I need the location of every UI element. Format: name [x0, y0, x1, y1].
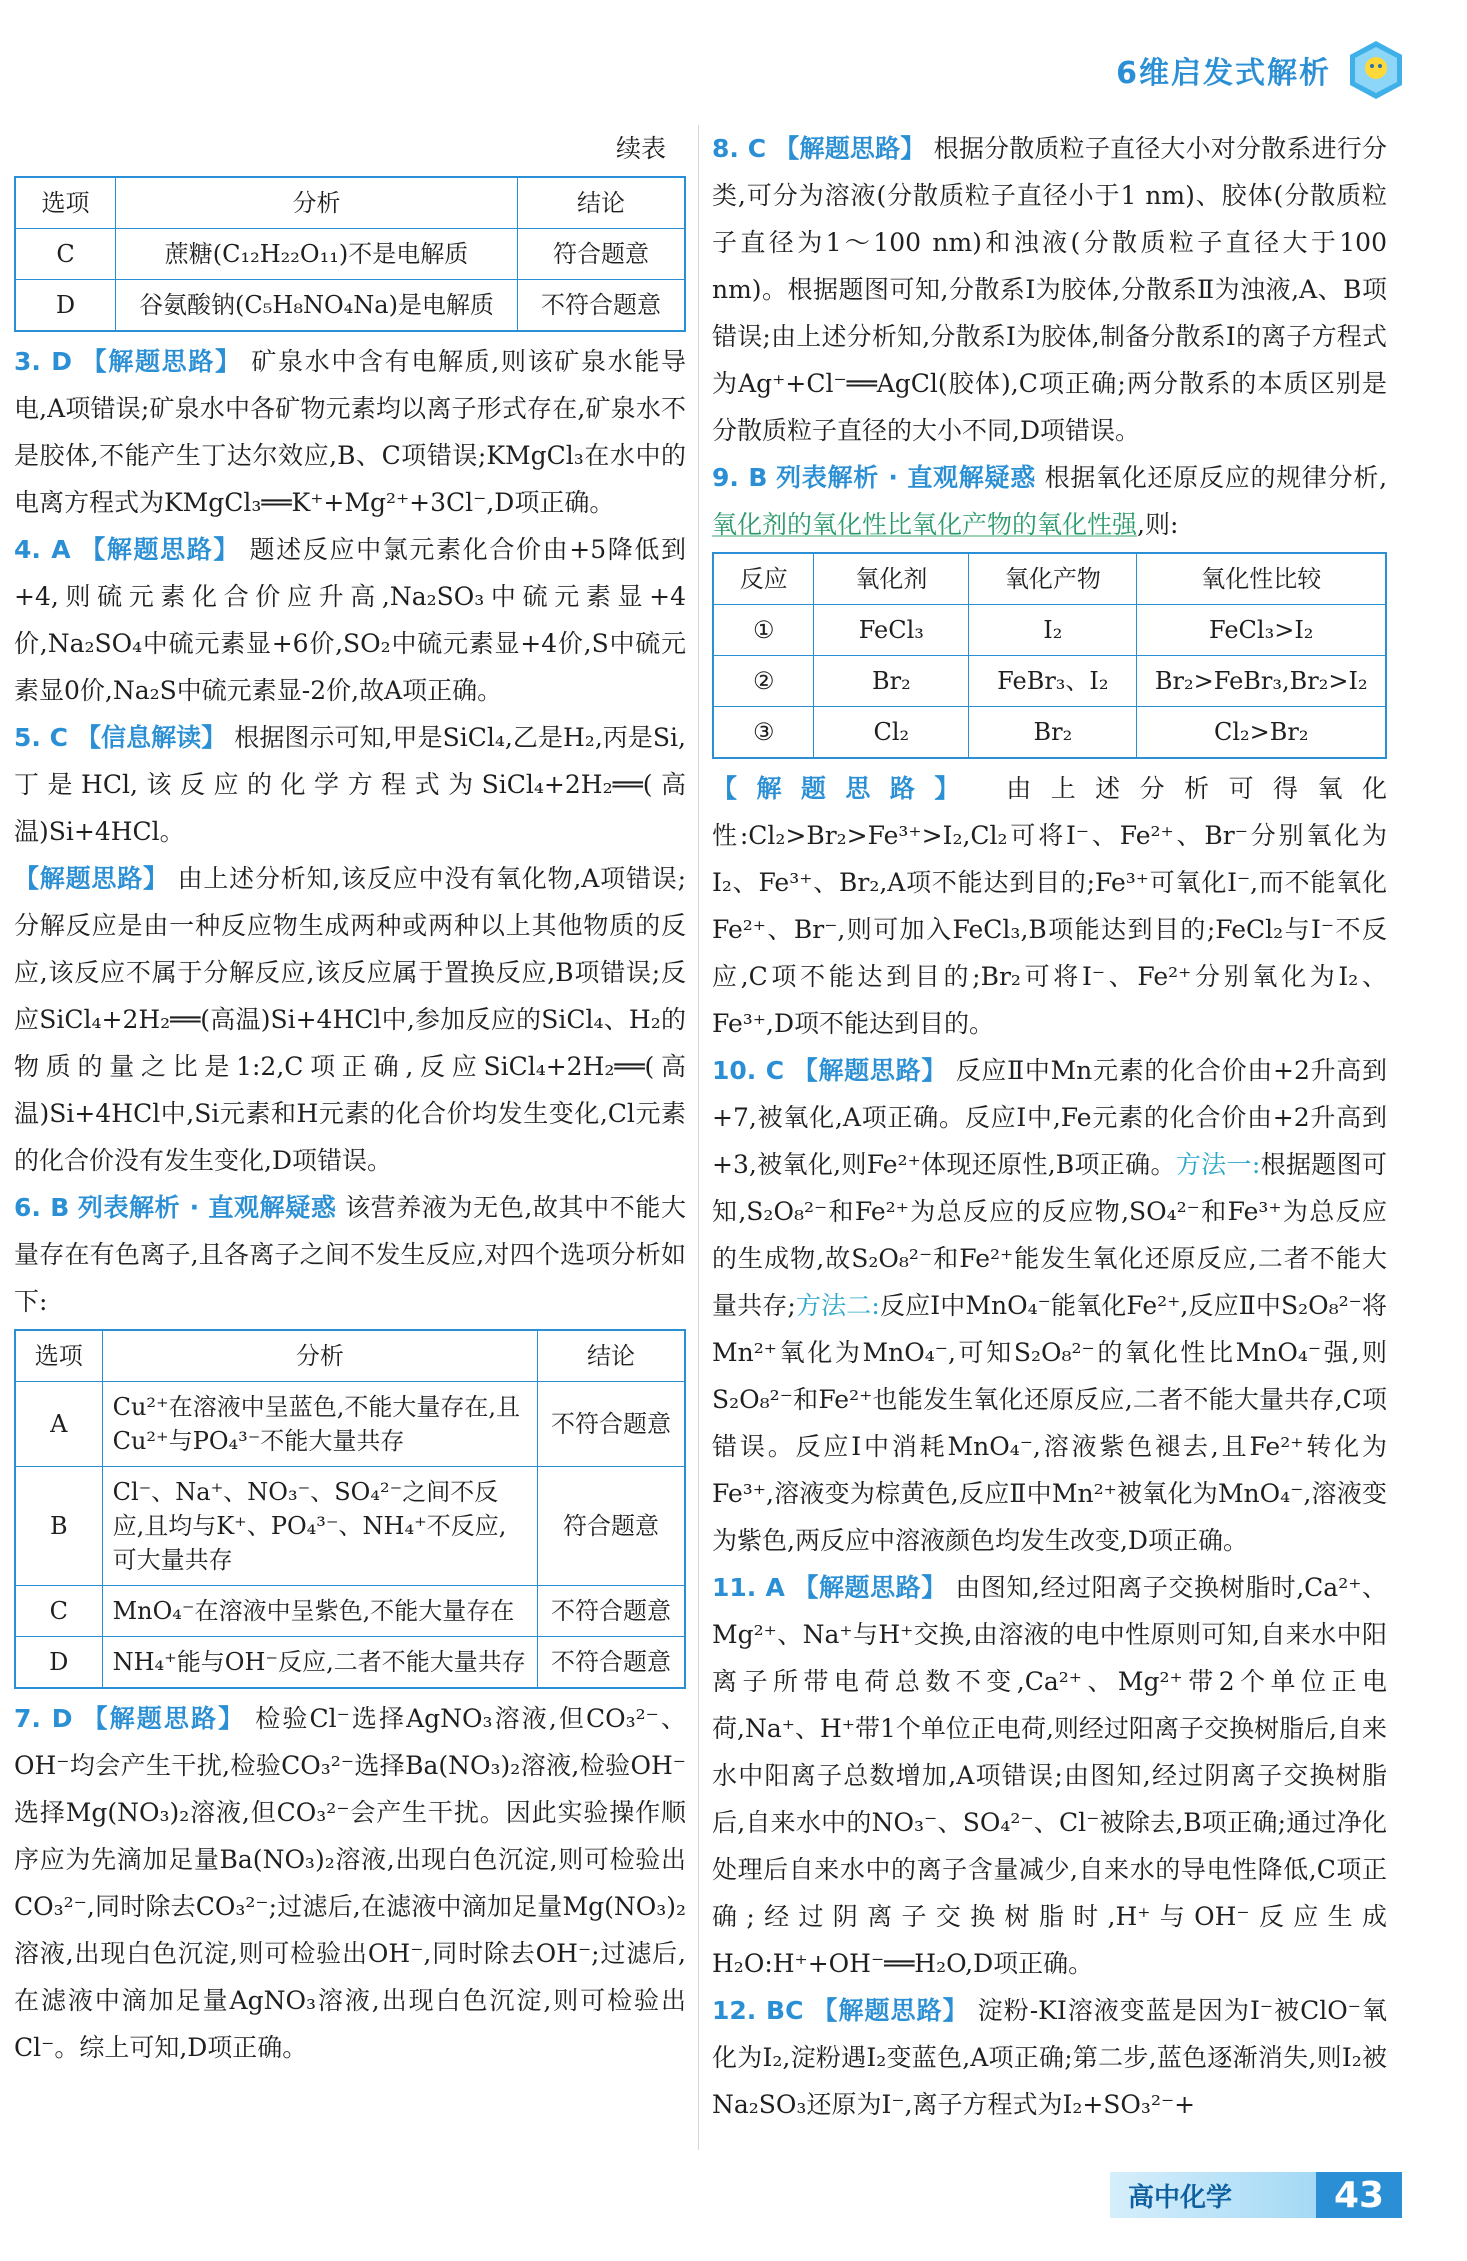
table-cell: FeBr₃、I₂ [969, 656, 1137, 707]
table-cell: I₂ [969, 605, 1137, 656]
answer-text: 矿泉水中含有电解质,则该矿泉水能导电,A项错误;矿泉水中各矿物元素均以离子形式存在,矿泉水不是胶体,不能产生丁达尔效应,B、C项错误;KMgCl₃在水中的电离方程式为KMgCl₃══K⁺+Mg²⁺+3Cl⁻,D项正确。 [14, 347, 686, 517]
table-cell: Cl₂ [814, 707, 969, 759]
book-badge-icon [1345, 39, 1407, 101]
table-row [713, 605, 1386, 656]
table-cell: D [15, 280, 116, 332]
answer-tag: 【解题思路】 [80, 535, 241, 564]
answer-number: 4. A [14, 535, 71, 564]
table-cell: 谷氨酸钠(C₅H₈NO₄Na)是电解质 [116, 280, 518, 332]
table-cell: D [15, 1637, 102, 1689]
table-header: 氧化剂 [814, 553, 969, 605]
subject-label: 高中化学 [1128, 2182, 1233, 2213]
table-cell: 符合题意 [538, 1467, 685, 1586]
answer-tag: 【解题思路】 [712, 774, 979, 803]
answer-tag: 【信息解读】 [76, 723, 227, 752]
answer-text: 淀粉-KI溶液变蓝是因为I⁻被ClO⁻氧化为I₂,淀粉遇I₂变蓝色,A项正确;第二步,蓝色逐渐消失,则I₂被Na₂SO₃还原为I⁻,离子方程式为I₂+SO₃²⁻+ [712, 1996, 1387, 2119]
answer-tag: 列表解析 · 直观解疑惑 [776, 463, 1036, 492]
page-number: 43 [1316, 2172, 1402, 2218]
table-cell: 不符合题意 [518, 280, 686, 332]
table-row [15, 280, 685, 332]
page-header [1116, 40, 1407, 100]
answer-text: 该营养液为无色,故其中不能大量存在有色离子,且各离子之间不发生反应,对四个选项分析如下: [14, 1193, 686, 1316]
table-cell: 不符合题意 [538, 1382, 685, 1467]
answer-5 [14, 714, 686, 855]
table-cell: MnO₄⁻在溶液中呈紫色,不能大量存在 [102, 1586, 538, 1637]
answer-9 [712, 454, 1387, 548]
table-cell: ③ [713, 707, 814, 759]
answer-number: 6. B [14, 1193, 70, 1222]
table-row [15, 1637, 685, 1689]
method-label: 方法一: [1175, 1150, 1261, 1179]
table-row [15, 1467, 685, 1586]
table-header: 分析 [102, 1330, 538, 1382]
answer-11 [712, 1564, 1387, 1987]
table-cell: FeCl₃>I₂ [1137, 605, 1386, 656]
options-analysis-table [14, 1329, 686, 1689]
answer-12 [712, 1987, 1387, 2128]
header-title: 6维启发式解析 [1116, 56, 1331, 91]
highlighted-rule: 氧化剂的氧化性比氧化产物的氧化性强 [712, 510, 1138, 539]
table-header: 结论 [518, 177, 686, 229]
table-cell: 不符合题意 [538, 1637, 685, 1689]
answer-tag: 【解题思路】 [14, 864, 169, 893]
answer-text: 由上述分析可得氧化性:Cl₂>Br₂>Fe³⁺>I₂,Cl₂可将I⁻、Fe²⁺、Br⁻分别氧化为I₂、Fe³⁺、Br₂,A项不能达到目的;Fe³⁺可氧化I⁻,而不能氧化Fe²⁺、Br⁻,则可加入FeCl₃,B项能达到目的;FeCl₂与I⁻不反应,C项不能达到目的;Br₂可将I⁻、Fe²⁺分别氧化为I₂、Fe³⁺,D项不能达到目的。 [712, 774, 1387, 1038]
answer-text: 检验Cl⁻选择AgNO₃溶液,但CO₃²⁻、OH⁻均会产生干扰,检验CO₃²⁻选择Ba(NO₃)₂溶液,检验OH⁻选择Mg(NO₃)₂溶液,但CO₃²⁻会产生干扰。因此实验操作顺序应为先滴加足量Ba(NO₃)₂溶液,出现白色沉淀,则可检验出CO₃²⁻,同时除去CO₃²⁻;过滤后,在滤液中滴加足量Mg(NO₃)₂溶液,出现白色沉淀,则可检验出OH⁻,同时除去OH⁻;过滤后,在滤液中滴加足量AgNO₃溶液,出现白色沉淀,则可检验出Cl⁻。综上可知,D项正确。 [14, 1704, 686, 2062]
answer-number: 8. C [712, 134, 767, 163]
table-header: 选项 [15, 177, 116, 229]
table-header: 选项 [15, 1330, 102, 1382]
answer-text: 题述反应中氯元素化合价由+5降低到+4,则硫元素化合价应升高,Na₂SO₃中硫元素显+4价,Na₂SO₄中硫元素显+6价,SO₂中硫元素显+4价,S中硫元素显0价,Na₂S中硫元素显-2价,故A项正确。 [14, 535, 687, 705]
table-cell: C [15, 229, 116, 280]
answer-number: 3. D [14, 347, 73, 376]
answer-tag: 【解题思路】 [792, 1056, 948, 1085]
answer-text: 反应Ⅰ中MnO₄⁻能氧化Fe²⁺,反应Ⅱ中S₂O₈²⁻将Mn²⁺氧化为MnO₄⁻,可知S₂O₈²⁻的氧化性比MnO₄⁻强,则S₂O₈²⁻和Fe²⁺也能发生氧化还原反应,二者不能大量共存,C项错误。反应Ⅰ中消耗MnO₄⁻,溶液紫色褪去,且Fe²⁺转化为Fe³⁺,溶液变为棕黄色,反应Ⅱ中Mn²⁺被氧化为MnO₄⁻,溶液变为紫色,两反应中溶液颜色均发生改变,D项正确。 [712, 1291, 1387, 1555]
table-cell: A [15, 1382, 102, 1467]
table-row [713, 656, 1386, 707]
table-cell: ② [713, 656, 814, 707]
answer-tag: 【解题思路】 [81, 347, 242, 376]
table-header: 反应 [713, 553, 814, 605]
answer-tag: 【解题思路】 [774, 134, 926, 163]
table-row [15, 1382, 685, 1467]
answer-text: 根据题图可知,S₂O₈²⁻和Fe²⁺为总反应的反应物,SO₄²⁻和Fe³⁺为总反应的生成物,故S₂O₈²⁻和Fe²⁺能发生氧化还原反应,二者不能大量共存; [712, 1150, 1387, 1320]
answer-text: 由上述分析知,该反应中没有氧化物,A项错误;分解反应是由一种反应物生成两种或两种以上其他物质的反应,该反应不属于分解反应,该反应属于置换反应,B项错误;反应SiCl₄+2H₂══(高温)Si+4HCl中,参加反应的SiCl₄、H₂的物质的量之比是1:2,C项正确,反应SiCl₄+2H₂══(高温)Si+4HCl中,Si元素和H元素的化合价均发生变化,Cl元素的化合价没有发生变化,D项错误。 [14, 864, 686, 1175]
answer-4 [14, 526, 686, 714]
table-cell: FeCl₃ [814, 605, 969, 656]
options-table-continued [14, 176, 686, 332]
oxidation-comparison-table [712, 552, 1387, 759]
page-footer [1110, 2172, 1402, 2218]
table-row [713, 707, 1386, 759]
answer-text: 根据图示可知,甲是SiCl₄,乙是H₂,丙是Si,丁是HCl,该反应的化学方程式为SiCl₄+2H₂══(高温)Si+4HCl。 [14, 723, 686, 846]
table-cell: C [15, 1586, 102, 1637]
answer-6 [14, 1184, 686, 1325]
table-row [15, 1586, 685, 1637]
table-cell: NH₄⁺能与OH⁻反应,二者不能大量共存 [102, 1637, 538, 1689]
table-cell: 蔗糖(C₁₂H₂₂O₁₁)不是电解质 [116, 229, 518, 280]
table-cell: 符合题意 [518, 229, 686, 280]
answer-text: 根据氧化还原反应的规律分析, [1044, 463, 1388, 492]
table-header: 氧化性比较 [1137, 553, 1386, 605]
answer-number: 12. BC [712, 1996, 804, 2025]
table-cell: ① [713, 605, 814, 656]
continued-label: 续表 [615, 134, 666, 163]
table-header: 结论 [538, 1330, 685, 1382]
table-header: 氧化产物 [969, 553, 1137, 605]
answer-number: 11. A [712, 1573, 785, 1602]
answer-8 [712, 125, 1387, 454]
answer-tag: 【解题思路】 [82, 1704, 246, 1733]
table-cell: 不符合题意 [538, 1586, 685, 1637]
table-row [15, 229, 685, 280]
answer-text: 根据分散质粒子直径大小对分散系进行分类,可分为溶液(分散质粒子直径小于1 nm)、胶体(分散质粒子直径为1～100 nm)和浊液(分散质粒子直径大于100 nm)。根据题图可知,分散系Ⅰ为胶体,分散系Ⅱ为浊液,A、B项错误;由上述分析知,分散系Ⅰ为胶体,制备分散系Ⅰ的离子方程式为Ag⁺+Cl⁻══AgCl(胶体),C项正确;两分散系的本质区别是分散质粒子直径的大小不同,D项错误。 [712, 134, 1387, 445]
table-header: 分析 [116, 177, 518, 229]
answer-number: 9. B [712, 463, 768, 492]
table-cell: B [15, 1467, 102, 1586]
answer-number: 10. C [712, 1056, 785, 1085]
answer-text: 反应Ⅱ中Mn元素的化合价由+2升高到+7,被氧化,A项正确。反应Ⅰ中,Fe元素的化合价由+2升高到+3,被氧化,则Fe²⁺体现还原性,B项正确。 [712, 1056, 1388, 1179]
table-cell: Cu²⁺在溶液中呈蓝色,不能大量存在,且Cu²⁺与PO₄³⁻不能大量共存 [102, 1382, 538, 1467]
answer-5-analysis [14, 855, 686, 1184]
table-cell: Br₂>FeBr₃,Br₂>I₂ [1137, 656, 1386, 707]
table-cell: Cl₂>Br₂ [1137, 707, 1386, 759]
table-cell: Cl⁻、Na⁺、NO₃⁻、SO₄²⁻之间不反应,且均与K⁺、PO₄³⁻、NH₄⁺不反应,可大量共存 [102, 1467, 538, 1586]
left-column [14, 125, 686, 2071]
answer-tag: 【解题思路】 [812, 1996, 969, 2025]
answer-10 [712, 1047, 1387, 1564]
answer-text: 由图知,经过阳离子交换树脂时,Ca²⁺、Mg²⁺、Na⁺与H⁺交换,由溶液的电中性原则可知,自来水中阳离子所带电荷总数不变,Ca²⁺、Mg²⁺带2个单位正电荷,Na⁺、H⁺带1个单位正电荷,则经过阳离子交换树脂后,自来水中阳离子总数增加,A项错误;由图知,经过阴离子交换树脂后,自来水中的NO₃⁻、SO₄²⁻、Cl⁻被除去,B项正确;通过净化处理后自来水中的离子含量减少,自来水的导电性降低,C项正确;经过阴离子交换树脂时,H⁺与OH⁻反应生成H₂O:H⁺+OH⁻══H₂O,D项正确。 [712, 1573, 1387, 1978]
answer-tag: 列表解析 · 直观解疑惑 [77, 1193, 337, 1222]
answer-number: 5. C [14, 723, 68, 752]
answer-number: 7. D [14, 1704, 73, 1733]
answer-text: ,则: [1137, 510, 1179, 539]
column-divider [698, 125, 699, 2150]
answer-3 [14, 338, 686, 526]
right-column [712, 125, 1387, 2128]
method-label: 方法二: [795, 1291, 880, 1320]
table-cell: Br₂ [814, 656, 969, 707]
answer-7 [14, 1695, 686, 2071]
table-cell: Br₂ [969, 707, 1137, 759]
answer-9-analysis [712, 765, 1387, 1047]
answer-tag: 【解题思路】 [793, 1573, 947, 1602]
